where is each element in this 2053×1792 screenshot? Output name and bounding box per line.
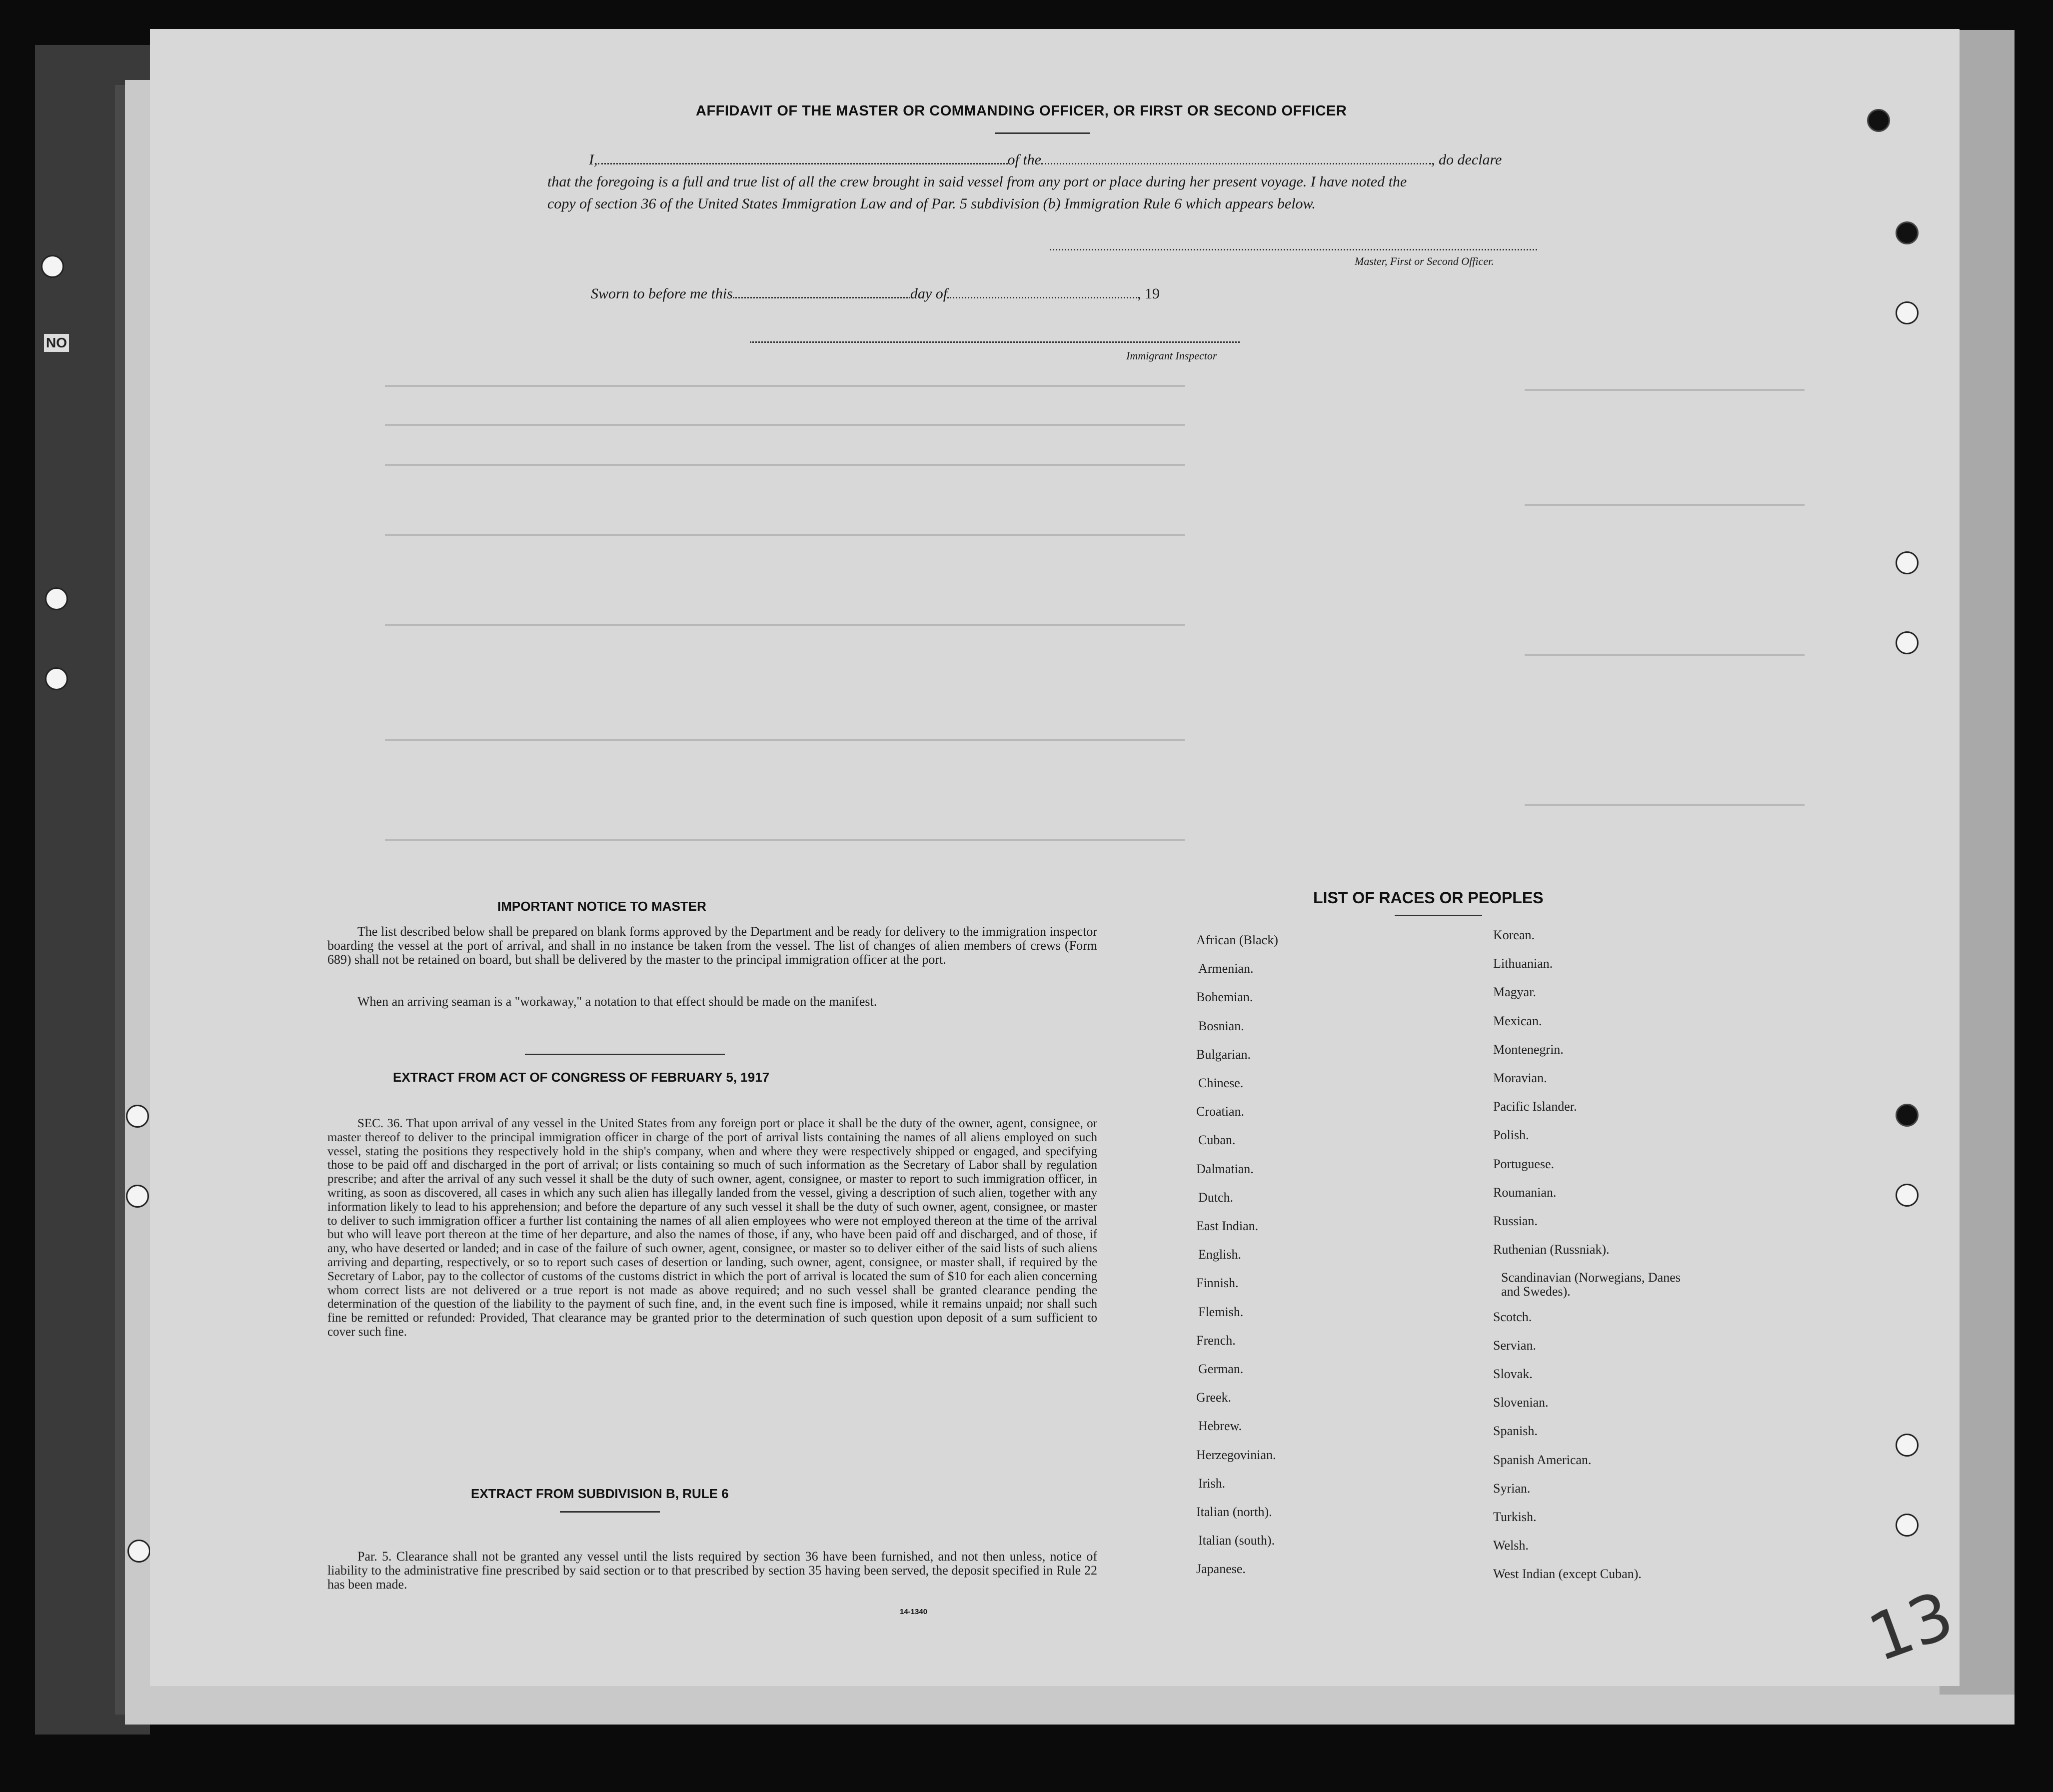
race-item-left: African (Black)	[1196, 933, 1278, 947]
bleed-through-line	[385, 464, 1185, 466]
rule-extract-text: Par. 5. Clearance shall not be granted any vessel until the lists required by section 36 have been furnished, and not then unless, notice of liability to the administrative fine prescribed by said section or to that prescribed by section 35 having been served, the deposit specified in Rule 22 has been made.	[327, 1549, 1097, 1592]
race-item-right: Scandinavian (Norwegians, Danes and Swedes).	[1501, 1270, 1681, 1299]
affidavit-line-2: that the foregoing is a full and true list of all the crew brought in said vessel from any port or place during her present voyage. I have noted the	[547, 173, 1407, 190]
punch-hole	[1896, 1104, 1919, 1127]
race-item-left: Dutch.	[1198, 1190, 1234, 1205]
race-item-left: Cuban.	[1198, 1133, 1236, 1148]
bleed-through-line	[1525, 654, 1805, 656]
race-item-right: Slovenian.	[1493, 1395, 1549, 1410]
i-label: I,	[589, 151, 598, 168]
section-rule	[560, 1511, 660, 1513]
race-item-left: Finnish.	[1196, 1276, 1239, 1291]
race-item-left: Chinese.	[1198, 1076, 1244, 1090]
punch-hole	[1896, 1514, 1919, 1537]
race-item-right: Servian.	[1493, 1338, 1536, 1353]
race-item-left: Herzegovinian.	[1196, 1447, 1276, 1462]
race-item-left: Bohemian.	[1196, 990, 1253, 1005]
binder-hole	[126, 1185, 149, 1208]
races-title: LIST OF RACES OR PEOPLES	[1313, 889, 1544, 907]
punch-hole	[1867, 109, 1890, 132]
punch-hole	[1896, 221, 1919, 244]
bleed-through-line	[385, 739, 1185, 741]
sworn-day-field[interactable]	[733, 297, 910, 298]
affidavit-title: AFFIDAVIT OF THE MASTER OR COMMANDING OFFICER, OR FIRST OR SECOND OFFICER	[696, 103, 1347, 119]
race-item-right: Turkish.	[1493, 1510, 1537, 1524]
race-item-right: Syrian.	[1493, 1481, 1531, 1496]
bleed-through-line	[385, 534, 1185, 536]
binder-hole	[45, 587, 68, 610]
punch-hole	[1896, 1434, 1919, 1457]
sworn-month-field[interactable]	[947, 297, 1137, 298]
race-item-right: Magyar.	[1493, 985, 1536, 1000]
inspector-caption: Immigrant Inspector	[1126, 349, 1217, 362]
affidavit-line-1	[589, 151, 1502, 168]
race-item-right: Montenegrin.	[1493, 1042, 1564, 1057]
race-item-left: Italian (south).	[1198, 1533, 1275, 1548]
race-item-right: Lithuanian.	[1493, 956, 1553, 971]
race-item-right: Portuguese.	[1493, 1156, 1555, 1171]
binder-hole	[41, 255, 64, 278]
notice-title: IMPORTANT NOTICE TO MASTER	[497, 899, 706, 914]
tab-label: NO	[44, 334, 69, 352]
race-item-left: French.	[1196, 1333, 1236, 1348]
race-item-left: English.	[1198, 1247, 1241, 1262]
bleed-through-line	[385, 424, 1185, 426]
bleed-through-line	[1525, 504, 1805, 506]
bleed-through-line	[385, 839, 1185, 841]
do-declare-label: , do declare	[1431, 151, 1502, 168]
race-item-right: Spanish.	[1493, 1424, 1538, 1439]
race-item-left: Italian (north).	[1196, 1505, 1272, 1519]
form-number: 14-1340	[900, 1608, 928, 1616]
officer-name-field[interactable]	[598, 163, 1008, 164]
race-item-right: Russian.	[1493, 1214, 1538, 1228]
handwritten-page-number: 13	[1859, 1577, 1963, 1677]
race-item-right: Roumanian.	[1493, 1185, 1557, 1200]
bleed-through-line	[1525, 804, 1805, 806]
race-item-left: Bulgarian.	[1196, 1047, 1251, 1062]
day-of-label: day of	[910, 285, 948, 302]
race-item-right: Spanish American.	[1493, 1452, 1592, 1467]
inspector-signature-field[interactable]	[750, 341, 1240, 343]
race-item-left: Irish.	[1198, 1476, 1226, 1491]
race-item-left: Flemish.	[1198, 1304, 1244, 1319]
act-extract-title: EXTRACT FROM ACT OF CONGRESS OF FEBRUARY 5, 1917	[393, 1070, 770, 1085]
binder-hole	[126, 1105, 149, 1128]
bleed-through-line	[385, 385, 1185, 387]
binder-hole	[45, 667, 68, 690]
race-item-left: Japanese.	[1196, 1562, 1246, 1577]
bleed-through-line	[1525, 389, 1805, 391]
race-item-right: Mexican.	[1493, 1013, 1542, 1028]
punch-hole	[1896, 301, 1919, 324]
sworn-line	[591, 285, 1160, 302]
punch-hole	[1896, 1184, 1919, 1207]
race-item-left: Croatian.	[1196, 1104, 1245, 1119]
act-extract-text: SEC. 36. That upon arrival of any vessel in the United States from any foreign port or place it shall be the duty of the owner, agent, consignee, or master thereof to deliver to the principal immigration officer in charge of the port of arrival lists containing the names of all aliens employed on such vessel, stating the positions they respectively hold in the ship's company, when and where they were respectively shipped or engaged, and specifying those to be paid off and discharged in the port of arrival; or lists containing so much of such information as the Secretary of Labor shall by regulation prescribe; and after the arrival of any such vessel it shall be the duty of such owner, agent, consignee, or master to report to such immigration officer, in writing, as soon as discovered, all cases in which any such alien has illegally landed from the vessel, giving a description of such alien, together with any information likely to lead to his apprehension; and before the departure of any such vessel it shall be the duty of such owner, agent, consignee, or master to deliver to such immigration officer a further list containing the names of all alien employees who were not employed thereon at the time of the arrival but who will leave port thereon at the time of her departure, and also the names of those, if any, who have been paid off and discharged, and of those, if any, who have deserted or landed; and in case of the failure of such owner, agent, consignee, or master so to deliver either of the said lists of such aliens arriving and departing, respectively, or so to report such cases of desertion or landing, such owner, agent, consignee, or master shall, if required by the Secretary of Labor, pay to the collector of customs of the customs district in which the port of arrival is located the sum of $10 for each alien concerning whom correct lists are not delivered or a true report is not made as above required; and no such vessel shall be granted clearance pending the determination of the question of the liability to the payment of such fine, and, in the event such fine is imposed, while it remains unpaid; nor shall such fine be remitted or refunded: Provided, That clearance may be granted prior to the determination of such question upon deposit of a sum sufficient to cover such fine.	[327, 1117, 1097, 1339]
race-item-right: Slovak.	[1493, 1367, 1533, 1381]
race-item-right: Polish.	[1493, 1128, 1529, 1143]
section-rule	[525, 1054, 725, 1055]
year-label: , 19	[1137, 285, 1160, 302]
officer-signature-field[interactable]	[1050, 249, 1537, 250]
race-item-left: Hebrew.	[1198, 1419, 1242, 1434]
signature-caption: Master, First or Second Officer.	[1355, 255, 1494, 267]
binder-hole	[127, 1540, 150, 1563]
race-item-left: Armenian.	[1198, 961, 1254, 976]
race-item-left: East Indian.	[1196, 1219, 1259, 1233]
race-item-left: Greek.	[1196, 1390, 1232, 1405]
race-item-left: German.	[1198, 1362, 1244, 1376]
notice-paragraph-1: The list described below shall be prepared on blank forms approved by the Department and be ready for delivery to the immigration inspector boarding the vessel at the port of arrival, and shall in no instance be taken from the vessel. The list of changes of alien members of crews (Form 689) shall not be retained on board, but shall be delivered by the master to the principal immigration officer at the port.	[327, 924, 1097, 967]
sworn-label: Sworn to before me this	[591, 285, 733, 302]
race-item-left: Bosnian.	[1198, 1018, 1244, 1033]
punch-hole	[1896, 631, 1919, 654]
rule-extract-title: EXTRACT FROM SUBDIVISION B, RULE 6	[471, 1486, 729, 1501]
race-item-right: West Indian (except Cuban).	[1493, 1567, 1642, 1582]
vessel-name-field[interactable]	[1041, 163, 1431, 164]
race-item-right: Korean.	[1493, 928, 1535, 942]
notice-paragraph-2: When an arriving seaman is a "workaway," a notation to that effect should be made on the manifest.	[357, 994, 877, 1009]
race-item-right: Moravian.	[1493, 1071, 1547, 1085]
race-item-right: Pacific Islander.	[1493, 1099, 1577, 1114]
affidavit-line-3: copy of section 36 of the United States Immigration Law and of Par. 5 subdivision (b) Immigration Rule 6 which appears below.	[547, 195, 1316, 212]
document-page	[150, 29, 1963, 1686]
title-rule	[1395, 915, 1482, 916]
bleed-through-line	[385, 624, 1185, 626]
of-the-label: of the	[1007, 151, 1041, 168]
race-item-right: Ruthenian (Russniak).	[1493, 1242, 1610, 1257]
title-rule	[995, 132, 1090, 134]
race-item-right: Scotch.	[1493, 1309, 1532, 1324]
race-item-right: Welsh.	[1493, 1538, 1529, 1553]
race-item-left: Dalmatian.	[1196, 1161, 1254, 1176]
punch-hole	[1896, 551, 1919, 574]
